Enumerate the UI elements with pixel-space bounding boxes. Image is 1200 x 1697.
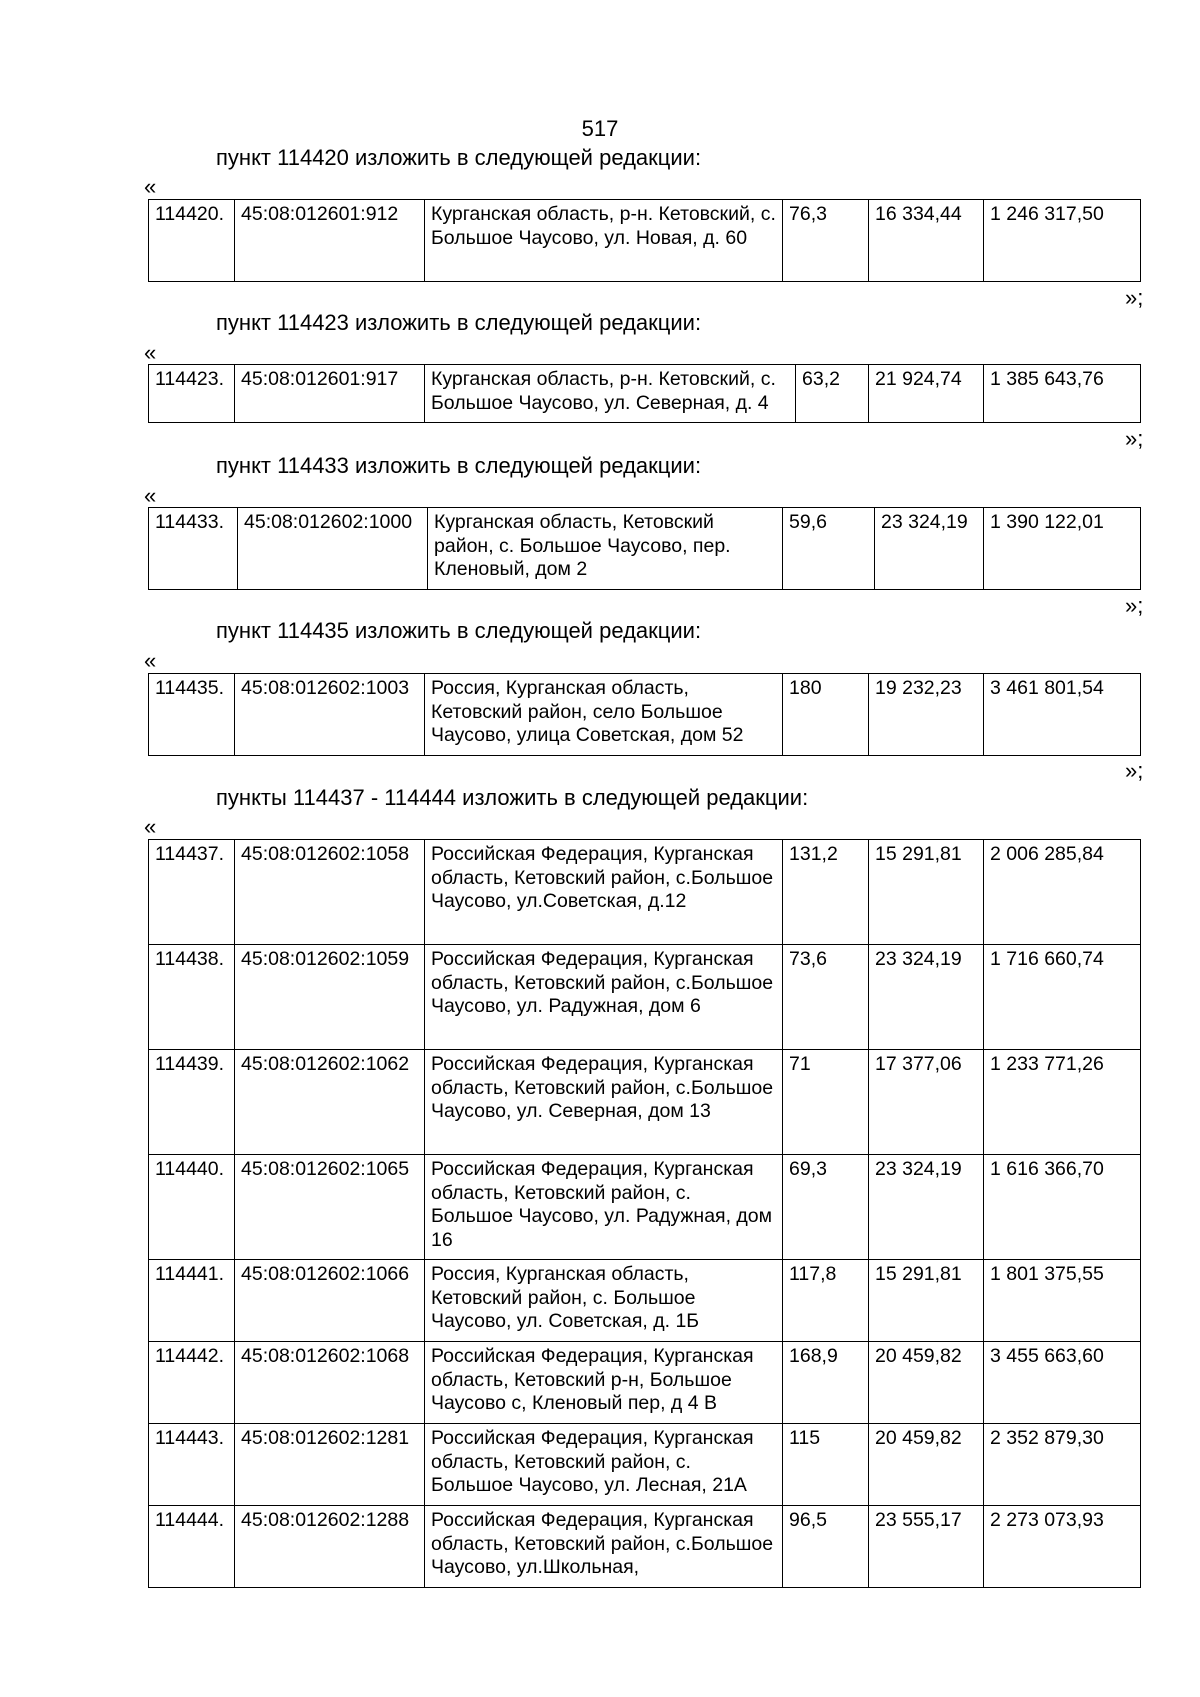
page-number: 517: [581, 116, 619, 141]
row-number: 114439.: [149, 1050, 235, 1155]
section-heading: пункт 114435 изложить в следующей редакции:: [216, 618, 702, 643]
price-per-unit: 16 334,44: [869, 200, 984, 282]
address: Россия, Курганская область, Кетовский район, село Большое Чаусово, улица Советская, дом 52: [425, 674, 783, 756]
address: Российская Федерация, Курганская область, Кетовский район, с.Большое Чаусово, ул. Северная, дом 13: [425, 1050, 783, 1155]
address: Российская Федерация, Курганская область, Кетовский район, с.Большое Чаусово, ул.Школьная,: [425, 1506, 783, 1588]
cadastral-number: 45:08:012602:1068: [235, 1342, 425, 1424]
cadastral-value: 1 246 317,50: [984, 200, 1141, 282]
price-per-unit: 15 291,81: [869, 840, 984, 945]
cadastral-number: 45:08:012602:1059: [235, 945, 425, 1050]
row-number: 114420.: [149, 200, 235, 282]
cadastral-number: 45:08:012602:1065: [235, 1155, 425, 1260]
cadastral-number: 45:08:012602:1288: [235, 1506, 425, 1588]
area: 63,2: [796, 365, 869, 423]
area: 117,8: [783, 1260, 869, 1342]
row-number: 114433.: [149, 508, 238, 590]
price-per-unit: 15 291,81: [869, 1260, 984, 1342]
row-number: 114423.: [149, 365, 235, 423]
cadastral-value: 1 716 660,74: [984, 945, 1141, 1050]
address: Курганская область, р-н. Кетовский, с. Большое Чаусово, ул. Новая, д. 60: [425, 200, 783, 282]
table-row: [149, 840, 1141, 945]
row-number: 114438.: [149, 945, 235, 1050]
table-row: [149, 1506, 1141, 1588]
price-per-unit: 17 377,06: [869, 1050, 984, 1155]
table-row: [149, 674, 1141, 756]
row-number: 114443.: [149, 1424, 235, 1506]
area: 71: [783, 1050, 869, 1155]
area: 96,5: [783, 1506, 869, 1588]
row-number: 114444.: [149, 1506, 235, 1588]
address: Российская Федерация, Курганская область, Кетовский район, с.Большое Чаусово, ул.Советская, д.12: [425, 840, 783, 945]
cadastral-value: 2 006 285,84: [984, 840, 1141, 945]
address: Россия, Курганская область, Кетовский район, с. Большое Чаусово, ул. Советская, д. 1Б: [425, 1260, 783, 1342]
section-heading: пункты 114437 - 114444 изложить в следующей редакции:: [216, 785, 809, 810]
cadastral-number: 45:08:012602:1281: [235, 1424, 425, 1506]
property-table: [148, 839, 1141, 1588]
price-per-unit: 23 324,19: [875, 508, 984, 590]
price-per-unit: 20 459,82: [869, 1424, 984, 1506]
open-quote: «: [144, 814, 157, 839]
table-row: [149, 1155, 1141, 1260]
close-quote: »;: [1125, 758, 1144, 783]
area: 131,2: [783, 840, 869, 945]
cadastral-value: 2 273 073,93: [984, 1506, 1141, 1588]
area: 76,3: [783, 200, 869, 282]
cadastral-value: 1 390 122,01: [984, 508, 1141, 590]
cadastral-value: 3 461 801,54: [984, 674, 1141, 756]
section-heading: пункт 114420 изложить в следующей редакции:: [216, 145, 702, 170]
close-quote: »;: [1125, 426, 1144, 451]
table-row: [149, 1050, 1141, 1155]
price-per-unit: 21 924,74: [869, 365, 984, 423]
cadastral-number: 45:08:012602:1003: [235, 674, 425, 756]
table-row: [149, 200, 1141, 282]
table-row: [149, 945, 1141, 1050]
address: Российская Федерация, Курганская область, Кетовский район, с. Большое Чаусово, ул. Радужная, дом 16: [425, 1155, 783, 1260]
address: Российская Федерация, Курганская область, Кетовский район, с. Большое Чаусово, ул. Лесная, 21А: [425, 1424, 783, 1506]
cadastral-number: 45:08:012602:1066: [235, 1260, 425, 1342]
price-per-unit: 23 324,19: [869, 945, 984, 1050]
property-table: [148, 507, 1141, 590]
open-quote: «: [144, 483, 157, 508]
cadastral-value: 1 616 366,70: [984, 1155, 1141, 1260]
price-per-unit: 23 324,19: [869, 1155, 984, 1260]
cadastral-number: 45:08:012601:912: [235, 200, 425, 282]
section-heading: пункт 114423 изложить в следующей редакции:: [216, 310, 702, 335]
row-number: 114435.: [149, 674, 235, 756]
area: 69,3: [783, 1155, 869, 1260]
section-heading: пункт 114433 изложить в следующей редакции:: [216, 453, 702, 478]
area: 168,9: [783, 1342, 869, 1424]
area: 180: [783, 674, 869, 756]
open-quote: «: [144, 174, 157, 199]
address: Курганская область, Кетовский район, с. Большое Чаусово, пер. Кленовый, дом 2: [428, 508, 783, 590]
cadastral-value: 1 385 643,76: [984, 365, 1141, 423]
address: Российская Федерация, Курганская область, Кетовский район, с.Большое Чаусово, ул. Радужная, дом 6: [425, 945, 783, 1050]
property-table: [148, 364, 1141, 423]
area: 73,6: [783, 945, 869, 1050]
open-quote: «: [144, 648, 157, 673]
open-quote: «: [144, 340, 157, 365]
row-number: 114441.: [149, 1260, 235, 1342]
cadastral-value: 1 801 375,55: [984, 1260, 1141, 1342]
cadastral-number: 45:08:012602:1058: [235, 840, 425, 945]
table-row: [149, 1424, 1141, 1506]
row-number: 114442.: [149, 1342, 235, 1424]
table-row: [149, 365, 1141, 423]
cadastral-value: 3 455 663,60: [984, 1342, 1141, 1424]
property-table: [148, 199, 1141, 282]
cadastral-number: 45:08:012601:917: [235, 365, 425, 423]
price-per-unit: 20 459,82: [869, 1342, 984, 1424]
area: 59,6: [783, 508, 875, 590]
cadastral-value: 2 352 879,30: [984, 1424, 1141, 1506]
cadastral-number: 45:08:012602:1000: [238, 508, 428, 590]
close-quote: »;: [1125, 593, 1144, 618]
row-number: 114437.: [149, 840, 235, 945]
cadastral-value: 1 233 771,26: [984, 1050, 1141, 1155]
price-per-unit: 23 555,17: [869, 1506, 984, 1588]
table-row: [149, 1342, 1141, 1424]
area: 115: [783, 1424, 869, 1506]
close-quote: »;: [1125, 285, 1144, 310]
price-per-unit: 19 232,23: [869, 674, 984, 756]
property-table: [148, 673, 1141, 756]
address: Российская Федерация, Курганская область, Кетовский р-н, Большое Чаусово с, Кленовый пер, д 4 В: [425, 1342, 783, 1424]
table-row: [149, 508, 1141, 590]
row-number: 114440.: [149, 1155, 235, 1260]
cadastral-number: 45:08:012602:1062: [235, 1050, 425, 1155]
address: Курганская область, р-н. Кетовский, с. Большое Чаусово, ул. Северная, д. 4: [425, 365, 796, 423]
table-row: [149, 1260, 1141, 1342]
